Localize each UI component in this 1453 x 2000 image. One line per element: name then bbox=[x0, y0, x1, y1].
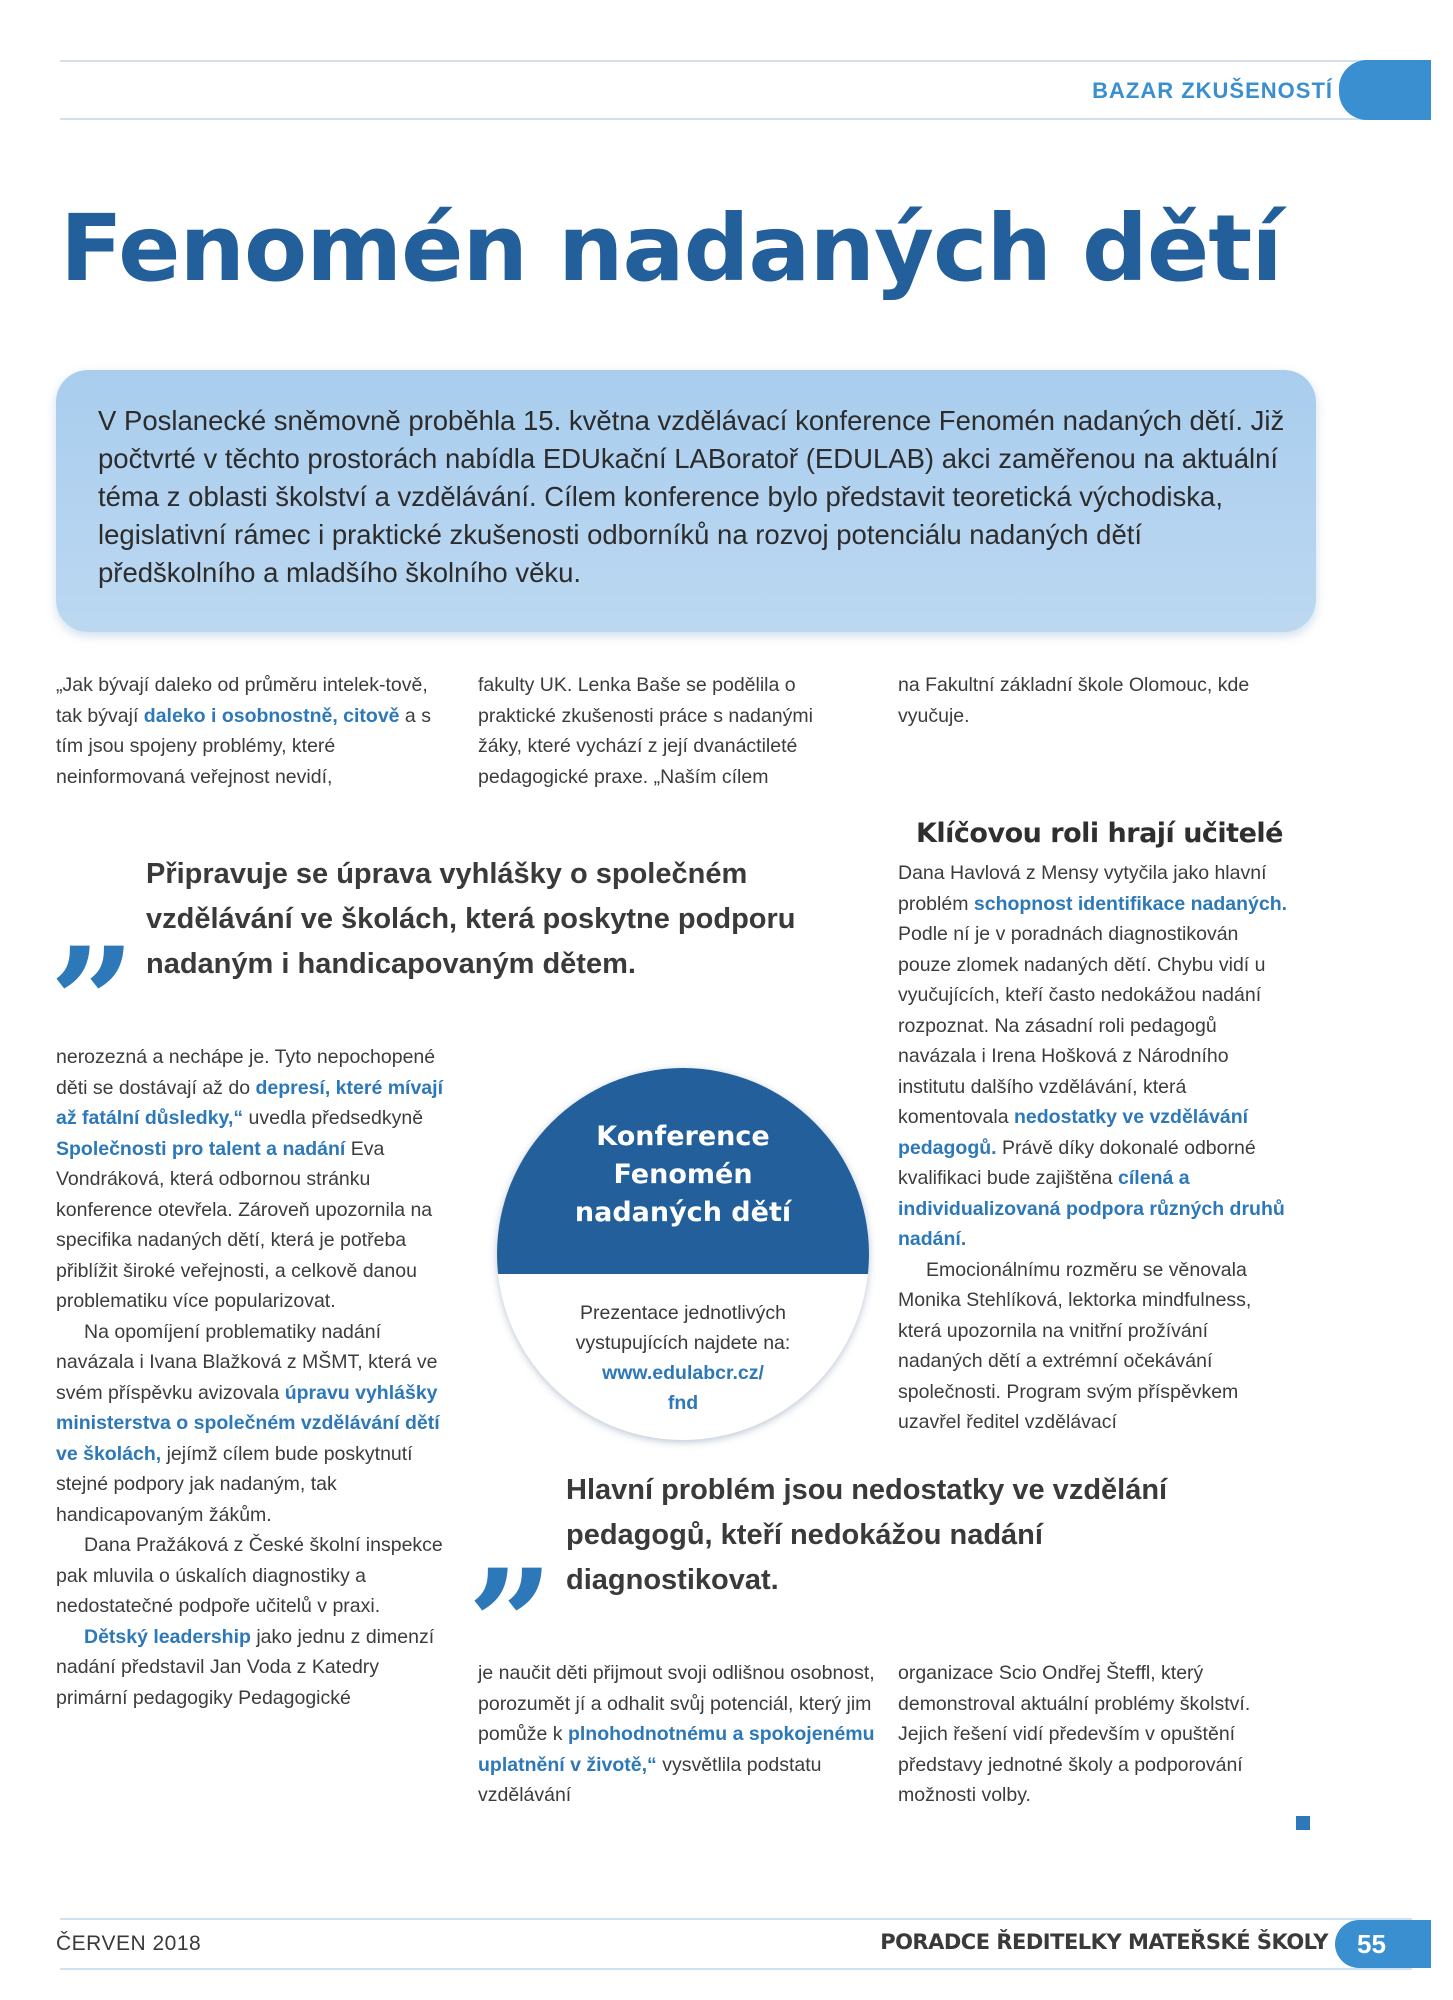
circle-body: Prezentace jednotlivých vystupujících najdete na: bbox=[575, 1302, 791, 1354]
pull-quote-1: Připravuje se úprava vyhlášky o společném vzdělávání ve školách, která poskytne podporu nadaným i handicapovaným dětem. bbox=[146, 858, 796, 980]
publication-name: PORADCE ŘEDITELKY MATEŘSKÉ ŠKOLY bbox=[880, 1930, 1328, 1954]
col2-bottom-text: je naučit děti přijmout svoji odlišnou osobnost, porozumět jí a odhalit svůj potenciál, který jim pomůže k plnohodnotnému a spokojenému uplatnění v životě,“ vysvětlila podstatu vzdělávání bbox=[478, 1662, 875, 1806]
page-number: 55 bbox=[1335, 1920, 1431, 1968]
pull-quote-2: Hlavní problém jsou nedostatky ve vzdělání pedagogů, kteří nedokážou nadání diagnostikovat. bbox=[566, 1474, 1168, 1596]
end-mark-icon bbox=[1296, 1816, 1310, 1830]
conference-link[interactable]: www.edulabcr.cz/ fnd bbox=[602, 1362, 764, 1414]
footer-rule-top bbox=[60, 1918, 1412, 1920]
highlight: úpravu vyhlášky ministerstva o společném vzdělávání dětí ve školách, bbox=[56, 1381, 440, 1465]
footer-rule-bottom bbox=[60, 1968, 1412, 1970]
col2-top-text: fakulty UK. Lenka Baše se podělila o praktické zkušenosti práce s nadanými žáky, které vychází z její dvanáctileté pedagogické praxe. „Naším cílem bbox=[478, 674, 813, 788]
highlight: plnohodnotnému a spokojenému uplatnění v životě,“ bbox=[478, 1723, 875, 1776]
highlight: schopnost identifikace nadaných. bbox=[973, 892, 1288, 915]
conference-info-circle bbox=[497, 1068, 869, 1440]
col1-top-text: „Jak bývají daleko od průměru intelek-tově, tak bývají daleko i osobnostně, citově a s tím jsou spojeny problémy, které neinformovaná veřejnost nevidí, bbox=[56, 674, 431, 788]
highlight: Společnosti pro talent a nadání bbox=[56, 1137, 346, 1160]
highlight: depresí, které mívají až fatální důsledky,“ bbox=[56, 1076, 443, 1129]
highlight: daleko i osobnostně, citově bbox=[143, 704, 400, 727]
highlight: nedostatky ve vzdělávání pedagogů. bbox=[898, 1106, 1249, 1159]
subheading: Klíčovou roli hrají učitelé bbox=[916, 818, 1283, 849]
section-label: BAZAR ZKUŠENOSTÍ bbox=[1092, 78, 1333, 103]
col3-top-text: na Fakultní základní škole Olomouc, kde vyučuje. bbox=[898, 674, 1250, 727]
col3-mid-text: Dana Havlová z Mensy vytyčila jako hlavní problém schopnost identifikace nadaných. Podle ní je v poradnách diagnostikován pouze zlomek nadaných dětí. Chybu vidí u vyučujících, kteří často nedokážou nadání rozpoznat. Na zásadní roli pedagogů navázala i Irena Hošková z Národního institutu dalšího vzdělávání, která komentovala nedostatky ve vzdělávání pedagogů. Právě díky dokonalé odborné kvalifikaci bude zajištěna cílená a individualizovaná podpora různých druhů nadání. Emocionálnímu rozměru se věnovala Monika Stehlíková, lektorka mindfulness, která upozornila na vnitřní prožívání nadaných dětí a extrémní očekávání společnosti. Program svým příspěvkem uzavřel ředitel vzdělávací bbox=[898, 862, 1288, 1433]
section-tab bbox=[1339, 60, 1431, 120]
quote-mark-icon: „ bbox=[470, 1451, 557, 1627]
article-title: Fenomén nadaných dětí bbox=[60, 195, 1282, 302]
highlight: cílená a individualizovaná podpora různých druhů nadání. bbox=[898, 1167, 1285, 1250]
circle-title: Konference Fenomén nadaných dětí bbox=[574, 1121, 792, 1228]
header-rule-bottom bbox=[60, 118, 1412, 120]
lead-paragraph: V Poslanecké sněmovně proběhla 15. května vzdělávací konference Fenomén nadaných dětí. Již počtvrté v těchto prostorách nabídla EDUkační LABoratoř (EDULAB) akci zaměřenou na aktuální téma z oblasti školství a vzdělávání. Cílem konference bylo představit teoretická východiska, legislativní rámec i praktické zkušenosti odborníků na rozvoj potenciálu nadaných dětí předškolního a mladšího školního věku. bbox=[98, 405, 1285, 588]
highlight: Dětský leadership bbox=[84, 1625, 251, 1648]
quote-mark-icon: „ bbox=[52, 829, 139, 1005]
issue-date: ČERVEN 2018 bbox=[56, 1932, 202, 1955]
col3-bottom-text: organizace Scio Ondřej Šteffl, který demonstroval aktuální problémy školství. Jejich řešení vidí především v opuštění představy jednotné školy a podporování možnosti volby. bbox=[898, 1662, 1251, 1806]
col1-main-text: nerozezná a nechápe je. Tyto nepochopené děti se dostávají až do depresí, které mívají až fatální důsledky,“ uvedla předsedkyně Společnosti pro talent a nadání Eva Vondráková, která odbornou stránku konference otevřela. Zároveň upozornila na specifika nadaných dětí, která je potřeba přiblížit široké veřejnosti, a celkově danou problematiku více popularizovat. Na opomíjení problematiky nadání navázala i Ivana Blažková z MŠMT, která ve svém příspěvku avizovala úpravu vyhlášky ministerstva o společném vzdělávání dětí ve školách, jejímž cílem bude poskytnutí stejné podpory jak nadaným, tak handicapovaným žákům. Dana Pražáková z České školní inspekce pak mluvila o úskalích diagnostiky a nedostatečné podpoře učitelů v praxi. Dětský leadership jako jednu z dimenzí nadání představil Jan Voda z Katedry primární pedagogiky Pedagogické bbox=[56, 1046, 443, 1709]
header-rule-top bbox=[60, 60, 1412, 62]
